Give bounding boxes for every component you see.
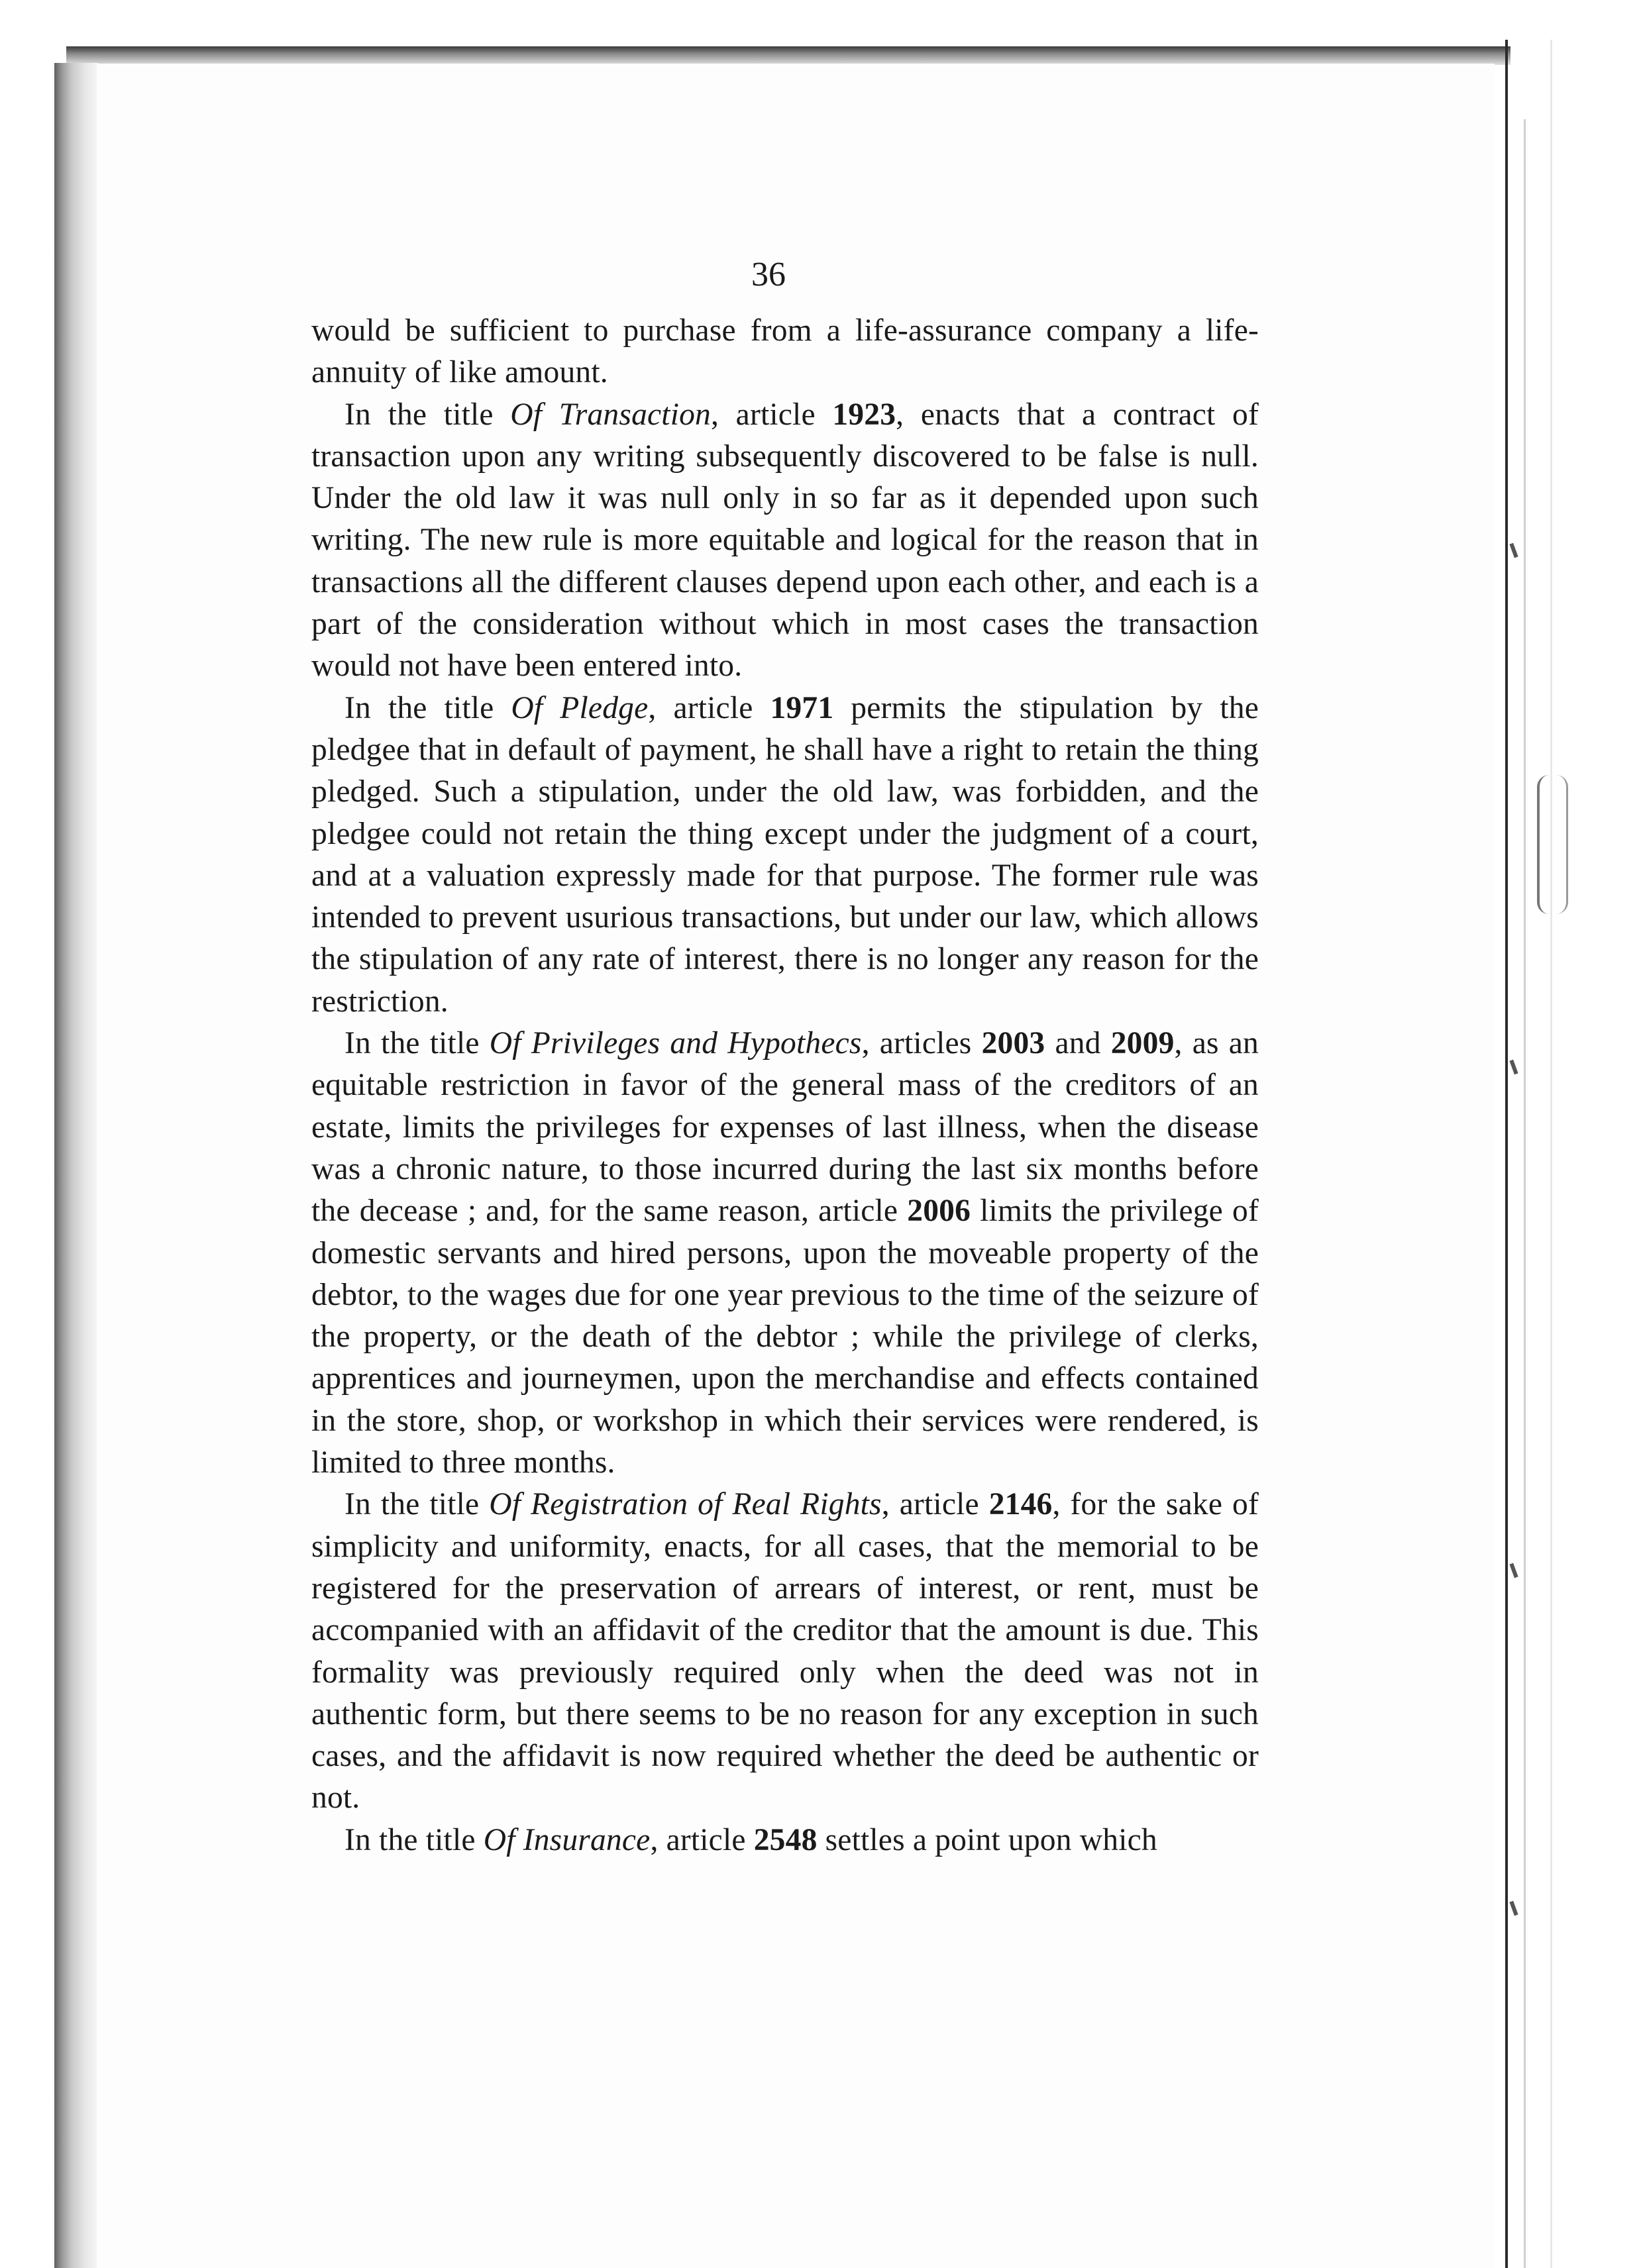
article-number: 1923 bbox=[832, 397, 896, 432]
text-run: permits the stipulation by the pledgee that in default of payment, he shall have a right to retain the thing pledged. Such a stipulation, under the old law, was forbidden, and the pledgee could not retain the thing except under the judgment of a court, and at a valuation expressly made for that purpose. The former rule was intended to prevent usurious transactions, but under our law, which allows the stipulation of any rate of interest, there is no longer any reason for the restriction. bbox=[311, 690, 1259, 1019]
text-run: , for the sake of simplicity and uniformity, enacts, for all cases, that the memorial to be registered for the preservation of arrears of interest, or rent, must be accompanied with an affidavit of the creditor that the amount is due. This formality was previously required only when the deed was not in authentic form, but there seems to be no reason for any exception in such cases, and the affidavit is now required whether the deed be authentic or not. bbox=[311, 1487, 1259, 1816]
text-run: , article bbox=[881, 1487, 989, 1522]
text-run: In the title bbox=[344, 397, 511, 432]
text-run: settles a point upon which bbox=[817, 1822, 1157, 1857]
article-number: 1971 bbox=[770, 690, 834, 725]
article-number: 2009 bbox=[1110, 1026, 1175, 1061]
text-run: would be sufficient to purchase from a life-assurance company a life-annuity of like amount. bbox=[311, 313, 1259, 390]
text-run: limits the privilege of domestic servants and hired persons, upon the moveable property of the debtor, to the wages due for one year previous to the time of the seizure of the property, or the death of the debtor ; while the privilege of clerks, apprentices and journeymen, upon the merchandise and effects contained in the store, shop, or workshop in which their services were rendered, is limited to three months. bbox=[311, 1194, 1259, 1480]
body-text bbox=[311, 310, 1259, 1861]
text-run: , as an equitable restriction in favor of the general mass of the creditors of an estate, limits the privileges for expenses of last illness, when the disease was a chronic nature, to those incurred during the last six months before the decease ; and, for the same reason, article bbox=[311, 1026, 1259, 1229]
text-run: , article bbox=[711, 397, 833, 432]
article-number: 2003 bbox=[981, 1026, 1045, 1061]
binding-shadow-line bbox=[1524, 119, 1526, 2268]
text-run: , article bbox=[650, 1822, 754, 1857]
right-page-edge bbox=[1550, 40, 1552, 2268]
text-run: In the title bbox=[344, 690, 511, 725]
page-number: 36 bbox=[751, 256, 786, 293]
article-number: 2006 bbox=[907, 1194, 971, 1229]
text-run: In the title bbox=[344, 1822, 484, 1857]
italic-title: Of Transaction bbox=[510, 397, 711, 432]
italic-title: Of Insurance bbox=[483, 1822, 651, 1857]
binding-thread bbox=[1537, 775, 1568, 914]
paragraph bbox=[311, 688, 1259, 1023]
italic-title: Of Registration of Real Rights bbox=[489, 1487, 882, 1522]
paragraph bbox=[311, 394, 1259, 688]
italic-title: Of Pledge bbox=[511, 690, 649, 725]
paragraph bbox=[311, 1023, 1259, 1484]
italic-title: Of Privileges and Hypothecs bbox=[489, 1026, 862, 1061]
page-top-shadow bbox=[66, 46, 1510, 65]
paragraph bbox=[311, 310, 1259, 394]
text-run: In the title bbox=[344, 1026, 490, 1061]
paragraph bbox=[311, 1484, 1259, 1819]
text-run: , article bbox=[648, 690, 770, 725]
binding-fold-line bbox=[1505, 40, 1508, 2268]
article-number: 2548 bbox=[753, 1822, 818, 1857]
text-run: , enacts that a contract of transaction upon any writing subsequently discovered to be false is null. Under the old law it was null only in so far as it depended upon such writing. The new rule is more equitable and logical for the reason that in transactions all the different clauses depend upon each other, and each is a part of the consideration without which in most cases the transaction would not have been entered into. bbox=[311, 397, 1259, 684]
text-run: In the title bbox=[344, 1487, 490, 1522]
page-left-shadow bbox=[54, 63, 98, 2268]
article-number: 2146 bbox=[988, 1487, 1053, 1522]
text-run: and bbox=[1045, 1026, 1111, 1061]
paragraph bbox=[311, 1820, 1259, 1861]
text-run: , articles bbox=[861, 1026, 982, 1061]
